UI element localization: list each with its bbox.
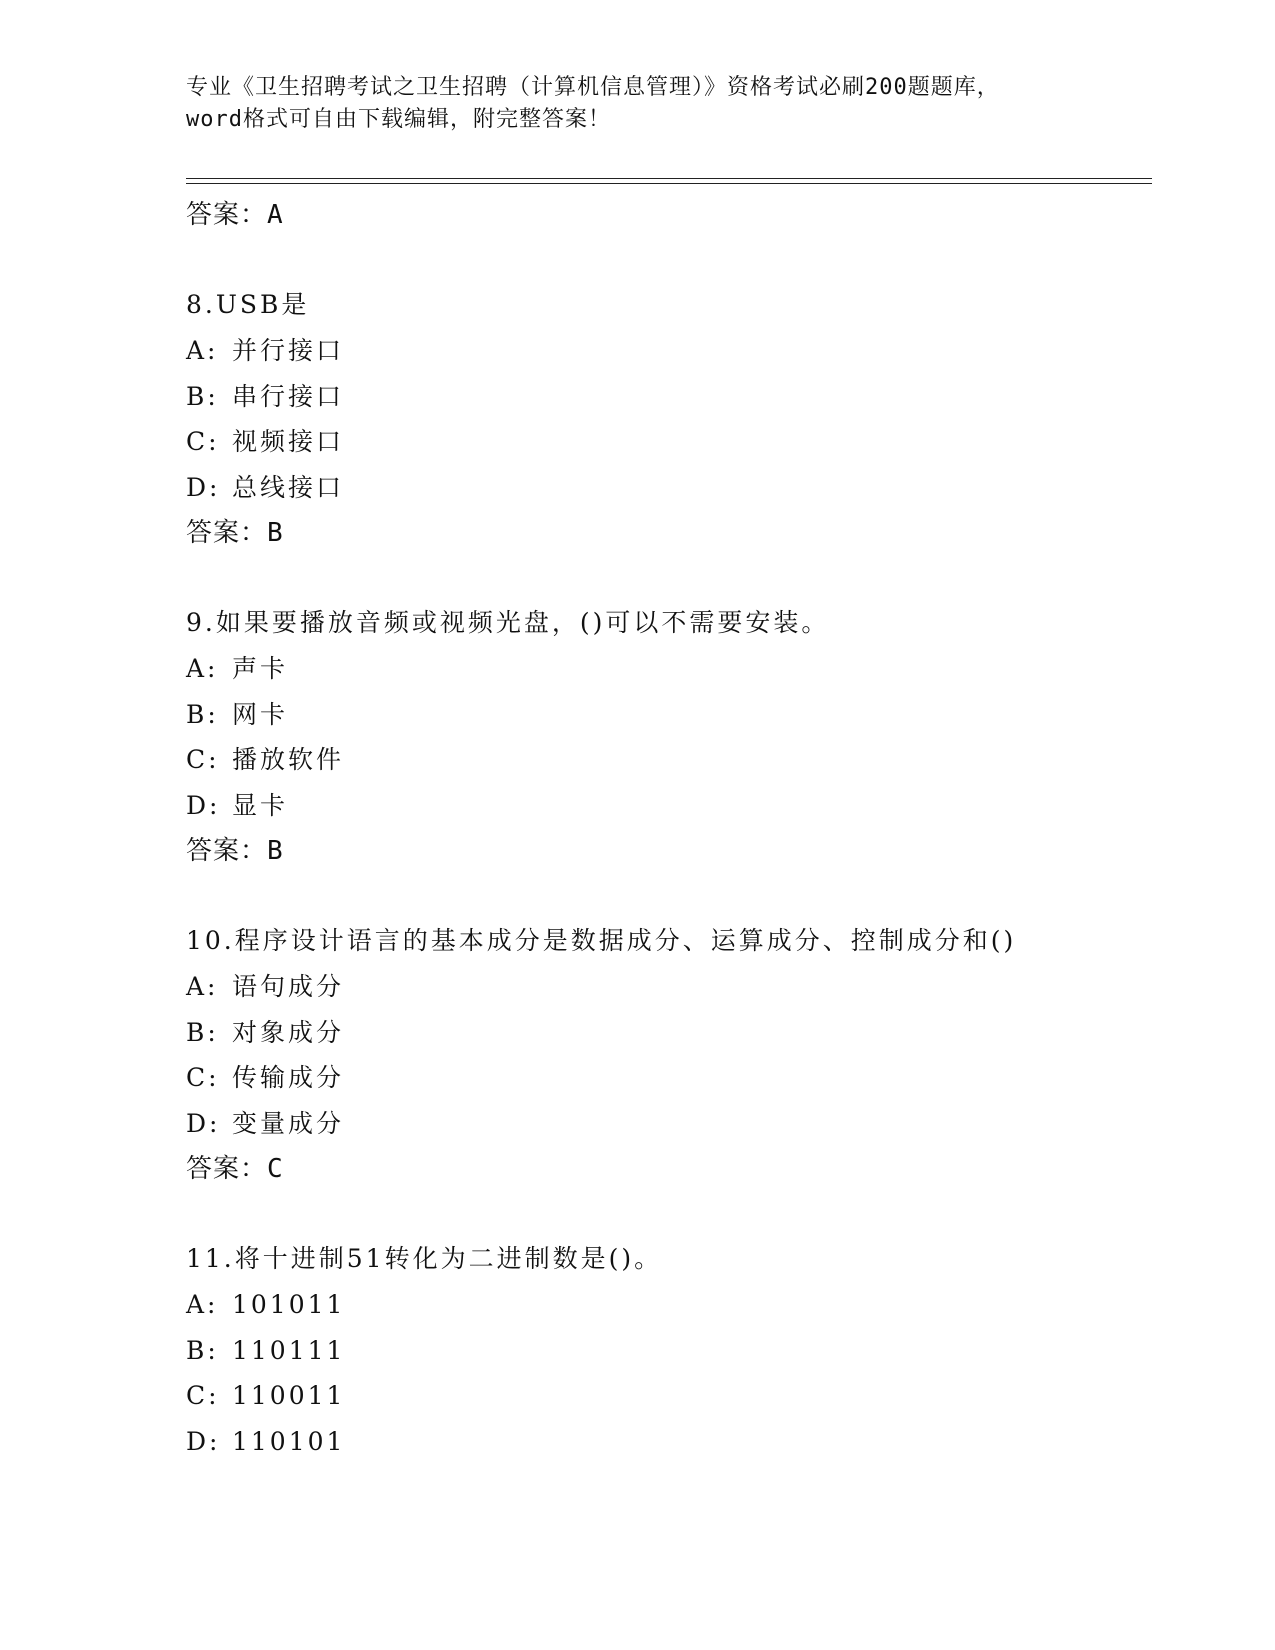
answer-line: 答案：B: [186, 518, 284, 548]
option-b: B: 网卡: [186, 699, 289, 729]
question-block: [186, 1236, 1146, 1464]
option-b: B: 110111: [186, 1335, 346, 1365]
question-block: [186, 918, 1146, 1192]
header-line-1: 专业《卫生招聘考试之卫生招聘（计算机信息管理）》资格考试必刷200题题库，: [186, 75, 1000, 100]
answer-line: 答案：A: [186, 200, 284, 230]
option-a: A: 并行接口: [186, 336, 345, 365]
option-d: D: 110101: [186, 1426, 346, 1456]
question-stem: 9.如果要播放音频或视频光盘，()可以不需要安装。: [186, 608, 830, 637]
option-b: B: 对象成分: [186, 1017, 345, 1047]
option-d: D: 总线接口: [186, 472, 345, 502]
question-list: [186, 192, 1146, 1464]
option-a: A: 声卡: [186, 654, 289, 683]
question-stem: 8.USB是: [186, 290, 310, 319]
question-block: [186, 600, 1146, 874]
option-a: A: 101011: [186, 1290, 346, 1319]
option-d: D: 变量成分: [186, 1108, 345, 1138]
header-divider-top: [186, 178, 1152, 179]
header-line-2: word格式可自由下载编辑，附完整答案！: [186, 107, 611, 132]
answer-line: 答案：C: [186, 1154, 284, 1184]
option-a: A: 语句成分: [186, 972, 345, 1001]
option-c: C: 110011: [186, 1381, 346, 1410]
option-b: B: 串行接口: [186, 381, 345, 411]
question-stem: 10.程序设计语言的基本成分是数据成分、运算成分、控制成分和(): [186, 926, 1017, 955]
option-c: C: 播放软件: [186, 745, 345, 774]
answer-line: 答案：B: [186, 836, 284, 866]
question-stem: 11.将十进制51转化为二进制数是()。: [186, 1244, 663, 1273]
option-c: C: 传输成分: [186, 1063, 345, 1092]
option-d: D: 显卡: [186, 790, 289, 820]
option-c: C: 视频接口: [186, 427, 345, 456]
question-block: [186, 282, 1146, 556]
header-divider-bottom: [186, 183, 1152, 184]
document-header: [186, 72, 1086, 136]
